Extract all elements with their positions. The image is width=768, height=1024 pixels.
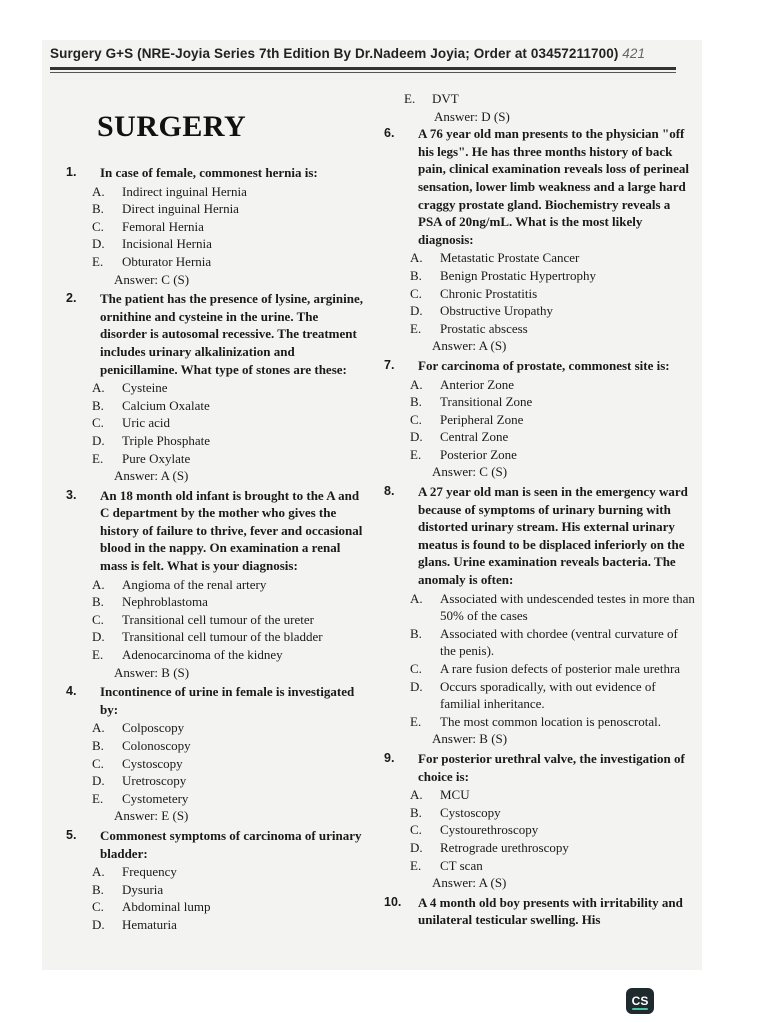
option-text: Colonoscopy: [122, 738, 191, 753]
option-letter: D.: [92, 773, 105, 789]
option-text: Indirect inguinal Hernia: [122, 183, 247, 199]
option-letter: B.: [92, 594, 104, 610]
question-text: An 18 month old infant is brought to the A and C department by the mother who gives the history of failure to thrive, fever and occasional blood in the nappy. On examination a renal mass is felt. What is your diagnosis:: [100, 487, 363, 574]
answer-option: [92, 898, 366, 916]
option-letter: B.: [92, 881, 104, 897]
option-letter: B.: [410, 267, 422, 283]
option-letter: E.: [92, 253, 104, 269]
option-text: Cystoscopy: [122, 755, 183, 771]
subject-heading: SURGERY: [97, 110, 247, 143]
option-letter: B.: [92, 738, 104, 753]
option-letter: B.: [92, 201, 104, 217]
question-stem: [66, 290, 366, 378]
question-stem: [66, 164, 366, 182]
answer-option: [410, 285, 696, 303]
option-text: Metastatic Prostate Cancer: [440, 250, 580, 266]
option-text: Benign Prostatic Hypertrophy: [440, 267, 596, 283]
option-letter: E.: [410, 320, 422, 336]
answer-key: Answer: A (S): [114, 468, 189, 484]
option-letter: B.: [410, 625, 422, 641]
option-letter: E.: [92, 450, 104, 466]
question-block: [66, 164, 366, 288]
question-stem: [384, 125, 696, 248]
question-stem: [66, 487, 366, 575]
question-number: 10.: [384, 894, 402, 909]
question-block: [384, 125, 696, 355]
answer-option: [410, 249, 696, 267]
answer-option: [410, 821, 696, 839]
question-number: 9.: [384, 750, 395, 765]
answer-option: [410, 713, 696, 731]
option-text: Transitional cell tumour of the ureter: [122, 611, 314, 627]
question-text: Incontinence of urine in female is investigated by:: [100, 684, 355, 717]
option-text: Obturator Hernia: [122, 253, 212, 269]
option-letter: E.: [410, 446, 422, 462]
option-text: Dysuria: [122, 881, 164, 897]
question-number: 7.: [384, 357, 395, 372]
option-text: Cystoscopy: [440, 804, 501, 820]
option-text: Incisional Hernia: [122, 236, 212, 252]
answer-option: [92, 235, 366, 253]
option-letter: C.: [92, 755, 104, 771]
option-text: Occurs sporadically, with out evidence of familial inheritance.: [440, 678, 656, 712]
question-text: Commonest symptoms of carcinoma of urinary bladder:: [100, 827, 362, 861]
right-column: [384, 90, 696, 930]
option-letter: A.: [92, 183, 105, 199]
answer-key: Answer: B (S): [432, 731, 508, 747]
option-text: Transitional cell tumour of the bladder: [122, 629, 323, 645]
question-text: For carcinoma of prostate, commonest site is:: [418, 357, 670, 373]
option-letter: A.: [410, 590, 423, 606]
option-text: Hematuria: [122, 916, 177, 932]
camscanner-logo-icon: CS: [626, 988, 654, 1014]
question-number: 4.: [66, 684, 77, 699]
answer-option: [410, 376, 696, 394]
option-letter: B.: [92, 397, 104, 413]
answer-option: [92, 432, 366, 450]
option-letter: A.: [92, 720, 105, 736]
answer-option: [410, 320, 696, 338]
option-letter: A.: [410, 376, 423, 392]
option-text: CT scan: [440, 857, 483, 873]
answer-key: Answer: C (S): [432, 464, 508, 480]
option-text: Uretroscopy: [122, 773, 187, 789]
option-letter: D.: [410, 839, 423, 855]
answer-option: [92, 183, 366, 201]
option-letter: A.: [92, 576, 105, 592]
answer-option: [92, 450, 366, 468]
answer-option: [92, 916, 366, 934]
answer-option: [410, 625, 696, 660]
option-text: Prostatic abscess: [440, 320, 528, 336]
option-text: Colposcopy: [122, 720, 185, 736]
question-stem: [66, 683, 366, 718]
option-text: Posterior Zone: [440, 446, 517, 462]
option-letter: E.: [410, 713, 422, 729]
answer-option: [92, 253, 366, 271]
question-block: [66, 487, 366, 682]
question-stem: [384, 894, 696, 929]
answer-option: [410, 857, 696, 875]
option-text: Central Zone: [440, 429, 509, 445]
question-block: [66, 290, 366, 485]
option-text: Adenocarcinoma of the kidney: [122, 647, 283, 663]
option-letter: A.: [92, 380, 105, 396]
option-text: Associated with undescended testes in more than 50% of the cases: [440, 590, 695, 624]
option-letter: C.: [410, 285, 422, 301]
question-text: For posterior urethral valve, the investigation of choice is:: [418, 750, 685, 784]
answer-option: [410, 267, 696, 285]
answer-option: [410, 302, 696, 320]
option-letter: C.: [410, 822, 422, 838]
question-block: [66, 827, 366, 934]
question-number: 6.: [384, 126, 395, 141]
option-letter: A.: [410, 787, 423, 803]
option-letter: C.: [92, 899, 104, 915]
option-text: DVT: [432, 91, 459, 106]
option-text: Pure Oxylate: [122, 450, 191, 466]
option-text: Anterior Zone: [440, 376, 515, 392]
question-number: 5.: [66, 827, 77, 842]
answer-option: [92, 397, 366, 415]
option-letter: D.: [92, 916, 105, 932]
option-text: Cystometery: [122, 790, 189, 806]
question-block: [384, 483, 696, 748]
option-letter: C.: [92, 415, 104, 431]
option-letter: D.: [410, 678, 423, 694]
answer-option: [92, 755, 366, 773]
answer-option: [92, 790, 366, 808]
answer-option: [410, 446, 696, 464]
option-letter: A.: [92, 864, 105, 880]
option-letter: D.: [92, 236, 105, 252]
answer-option: [410, 678, 696, 713]
option-text: Peripheral Zone: [440, 411, 524, 427]
answer-option: [92, 379, 366, 397]
option-letter: A.: [410, 250, 423, 266]
question-text: A 27 year old man is seen in the emergency ward because of symptoms of urinary burning with distorted urinary stream. His external urinary meatus is found to be displaced inferiorly on the glans. Urine examination reveals bacteria. The anomaly is often:: [418, 484, 688, 588]
question-block: [66, 683, 366, 825]
option-text: MCU: [440, 787, 470, 803]
answer-option: [92, 593, 366, 611]
answer-option: [410, 411, 696, 429]
option-letter: D.: [92, 432, 105, 448]
option-letter: C.: [92, 218, 104, 234]
option-text: Uric acid: [122, 415, 171, 431]
answer-option: [410, 804, 696, 822]
option-letter: D.: [92, 629, 105, 645]
answer-option: [92, 611, 366, 629]
question-text: In case of female, commonest hernia is:: [100, 165, 318, 180]
answer-key: Answer: B (S): [114, 664, 190, 680]
question-block: [384, 357, 696, 481]
answer-option: [92, 200, 366, 218]
option-text: Transitional Zone: [440, 394, 533, 410]
option-text: Nephroblastoma: [122, 594, 208, 610]
option-text: Femoral Hernia: [122, 218, 204, 234]
option-letter: E.: [404, 91, 416, 106]
answer-option: [92, 863, 366, 881]
option-text: A rare fusion defects of posterior male urethra: [440, 661, 681, 676]
option-letter: E.: [410, 857, 422, 873]
option-text: Calcium Oxalate: [122, 397, 210, 413]
answer-option: [410, 590, 696, 625]
question-stem: [384, 750, 696, 785]
question-stem: [384, 357, 696, 375]
answer-option: [92, 218, 366, 236]
answer-key: Answer: A (S): [432, 338, 507, 354]
question-number: 3.: [66, 487, 77, 502]
answer-option: [92, 628, 366, 646]
question-number: 1.: [66, 165, 77, 179]
answer-option: [92, 414, 366, 432]
question-number: 2.: [66, 291, 77, 306]
option-text: Associated with chordee (ventral curvature of the penis).: [440, 625, 678, 659]
question-text: A 4 month old boy presents with irritability and unilateral testicular swelling. His: [418, 894, 683, 928]
option-text: Obstructive Uropathy: [440, 303, 554, 319]
option-text: Direct inguinal Hernia: [122, 201, 239, 217]
answer-key: Answer: C (S): [114, 271, 190, 287]
answer-option: [92, 881, 366, 899]
answer-option: [92, 772, 366, 790]
option-text: Cystourethroscopy: [440, 822, 539, 838]
option-letter: C.: [410, 411, 422, 427]
option-letter: D.: [410, 303, 423, 319]
answer-option: [92, 576, 366, 594]
option-letter: C.: [92, 611, 104, 627]
option-letter: E.: [92, 790, 104, 806]
answer-option: [410, 786, 696, 804]
option-text: Cysteine: [122, 380, 168, 396]
question-text: The patient has the presence of lysine, arginine, ornithine and cysteine in the urine. The disorder is autosomal recessive. The treatment includes urinary alkalinization and penicillamine. What type of stones are these:: [100, 291, 364, 377]
carry-over-option: [384, 90, 696, 108]
header-rule-thin: [50, 72, 676, 73]
document-page: [42, 40, 702, 970]
answer-option: [92, 719, 366, 737]
question-block: [384, 894, 696, 929]
option-letter: B.: [410, 394, 422, 410]
answer-option: [410, 839, 696, 857]
question-text: A 76 year old man presents to the physician "off his legs". He has three months history of back pain, clinical examination reveals loss of perineal sensation, lower limb weakness and a large hard craggy prostate gland. Biochemistry reveals a PSA of 20ng/mL. What is the most likely diagnosis:: [418, 126, 689, 247]
header-rule: [50, 67, 676, 70]
option-text: The most common location is penoscrotal.: [440, 713, 661, 729]
answer-key: Answer: A (S): [432, 875, 507, 891]
answer-option: [410, 393, 696, 411]
option-letter: D.: [410, 429, 423, 445]
left-column: [66, 164, 366, 934]
answer-option: [92, 737, 366, 755]
option-text: Abdominal lump: [122, 899, 211, 915]
option-letter: B.: [410, 804, 422, 820]
option-text: Angioma of the renal artery: [122, 576, 267, 592]
question-stem: [384, 483, 696, 589]
question-block: [384, 750, 696, 892]
answer-option: [410, 660, 696, 678]
option-text: Chronic Prostatitis: [440, 285, 538, 301]
option-letter: C.: [410, 661, 422, 676]
option-text: Frequency: [122, 864, 177, 880]
answer-option: [410, 428, 696, 446]
option-text: Triple Phosphate: [122, 432, 210, 448]
carry-over-answer: Answer: D (S): [434, 108, 510, 124]
question-number: 8.: [384, 484, 395, 499]
question-stem: [66, 827, 366, 862]
option-text: Retrograde urethroscopy: [440, 839, 569, 855]
answer-option: [92, 646, 366, 664]
option-letter: E.: [92, 647, 104, 663]
page-number: 421: [622, 46, 646, 61]
header-title: Surgery G+S (NRE-Joyia Series 7th Edition By Dr.Nadeem Joyia; Order at 03457211700): [50, 46, 619, 61]
running-header: [50, 46, 690, 61]
answer-key: Answer: E (S): [114, 808, 189, 824]
